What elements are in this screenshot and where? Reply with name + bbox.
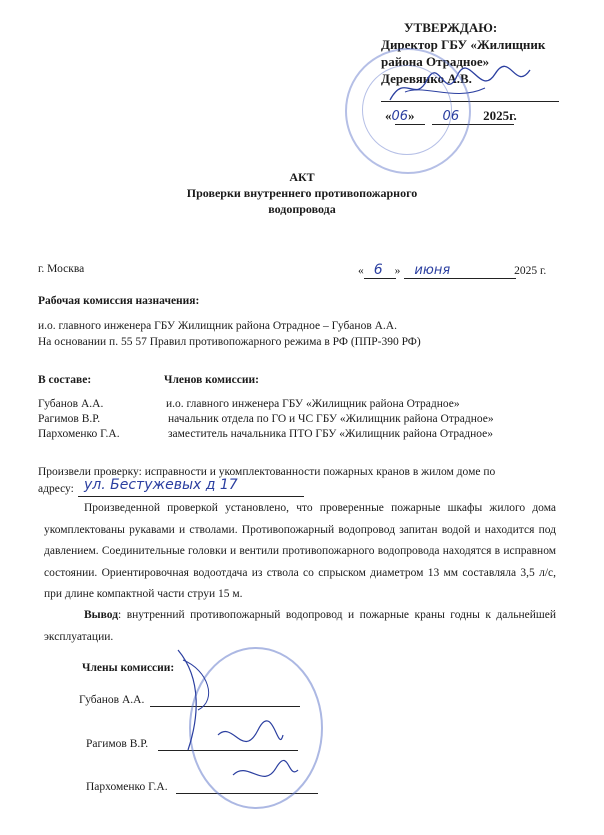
signatures-heading: Члены комиссии:: [82, 662, 175, 674]
commission-heading: Рабочая комиссия назначения:: [38, 295, 200, 307]
composition-label: В составе:: [38, 374, 92, 386]
inspection-line: Произвели проверку: исправности и укомплектованности пожарных кранов в жилом доме по: [38, 466, 496, 478]
address-value: ул. Бестужевых д 17: [84, 477, 238, 493]
members-label: Членов комиссии:: [164, 374, 259, 386]
conclusion-label: Вывод: [84, 609, 119, 621]
approval-line1: Директор ГБУ «Жилищник: [381, 37, 546, 52]
member-role: начальник отдела по ГО и ЧС ГБУ «Жилищник района Отрадное»: [168, 413, 494, 425]
act-title: АКТ: [289, 170, 315, 184]
signatory-name: Губанов А.А.: [79, 694, 145, 706]
date-year: 2025 г.: [514, 265, 547, 277]
commission-basis: На основании п. 55 57 Правил противопожарного режима в РФ (ППР-390 РФ): [38, 336, 421, 348]
address-underline: [78, 496, 304, 497]
commission-chair: и.о. главного инженера ГБУ Жилищник района Отрадное – Губанов А.А.: [38, 320, 397, 332]
member-role: заместитель начальника ПТО ГБУ «Жилищник района Отрадное»: [168, 428, 493, 440]
approval-date-day: 06: [391, 109, 409, 124]
approval-date-mid: »: [408, 108, 415, 123]
date-close: »: [394, 265, 401, 277]
approval-title: УТВЕРЖДАЮ:: [404, 20, 498, 35]
round-stamp-inner-icon: [362, 65, 452, 155]
act-date: [358, 262, 546, 278]
date-day: 6: [373, 262, 383, 278]
date-month: июня: [414, 263, 451, 278]
signatures-stamp-icon: [148, 640, 328, 815]
conclusion-text: : внутренний противопожарный водопровод и пожарные краны годны к дальнейшей эксплуатации.: [44, 609, 556, 643]
city: г. Москва: [38, 263, 85, 275]
signatory-name: Пархоменко Г.А.: [86, 781, 168, 793]
approval-name: Деревянко А.В.: [381, 71, 472, 86]
member-name: Губанов А.А.: [38, 398, 104, 410]
date-month-underline: [404, 278, 516, 279]
findings-paragraph: Произведенной проверкой установлено, что проверенные пожарные шкафы жилого дома укомплектованы рукавами и стволами. Противопожарный водопровод запитан водой и находится под давлением. Соединительные головки и вентили противопожарного водопровода находятся в исправном состоянии. Ориентировочная водоотдача из ствола со спрыском диаметром 13 мм составляла 3,5 л/с, при длине компактной части струи 15 м.: [44, 502, 556, 600]
member-name: Рагимов В.Р.: [38, 413, 101, 425]
act-subtitle-1: Проверки внутреннего противопожарного: [186, 186, 418, 200]
date-day-underline: [364, 278, 396, 279]
approval-date-year: 2025г.: [483, 108, 517, 123]
approval-date-month: 06: [442, 109, 460, 124]
member-name: Пархоменко Г.А.: [38, 428, 120, 440]
member-role: и.о. главного инженера ГБУ «Жилищник района Отрадное»: [166, 398, 460, 410]
approval-date-open: «: [385, 108, 392, 123]
act-subtitle-2: водопровода: [268, 202, 336, 216]
signatory-name: Рагимов В.Р.: [86, 738, 149, 750]
approval-line2: района Отрадное»: [381, 54, 490, 69]
date-open: «: [358, 265, 364, 277]
address-label: адресу:: [38, 483, 74, 495]
